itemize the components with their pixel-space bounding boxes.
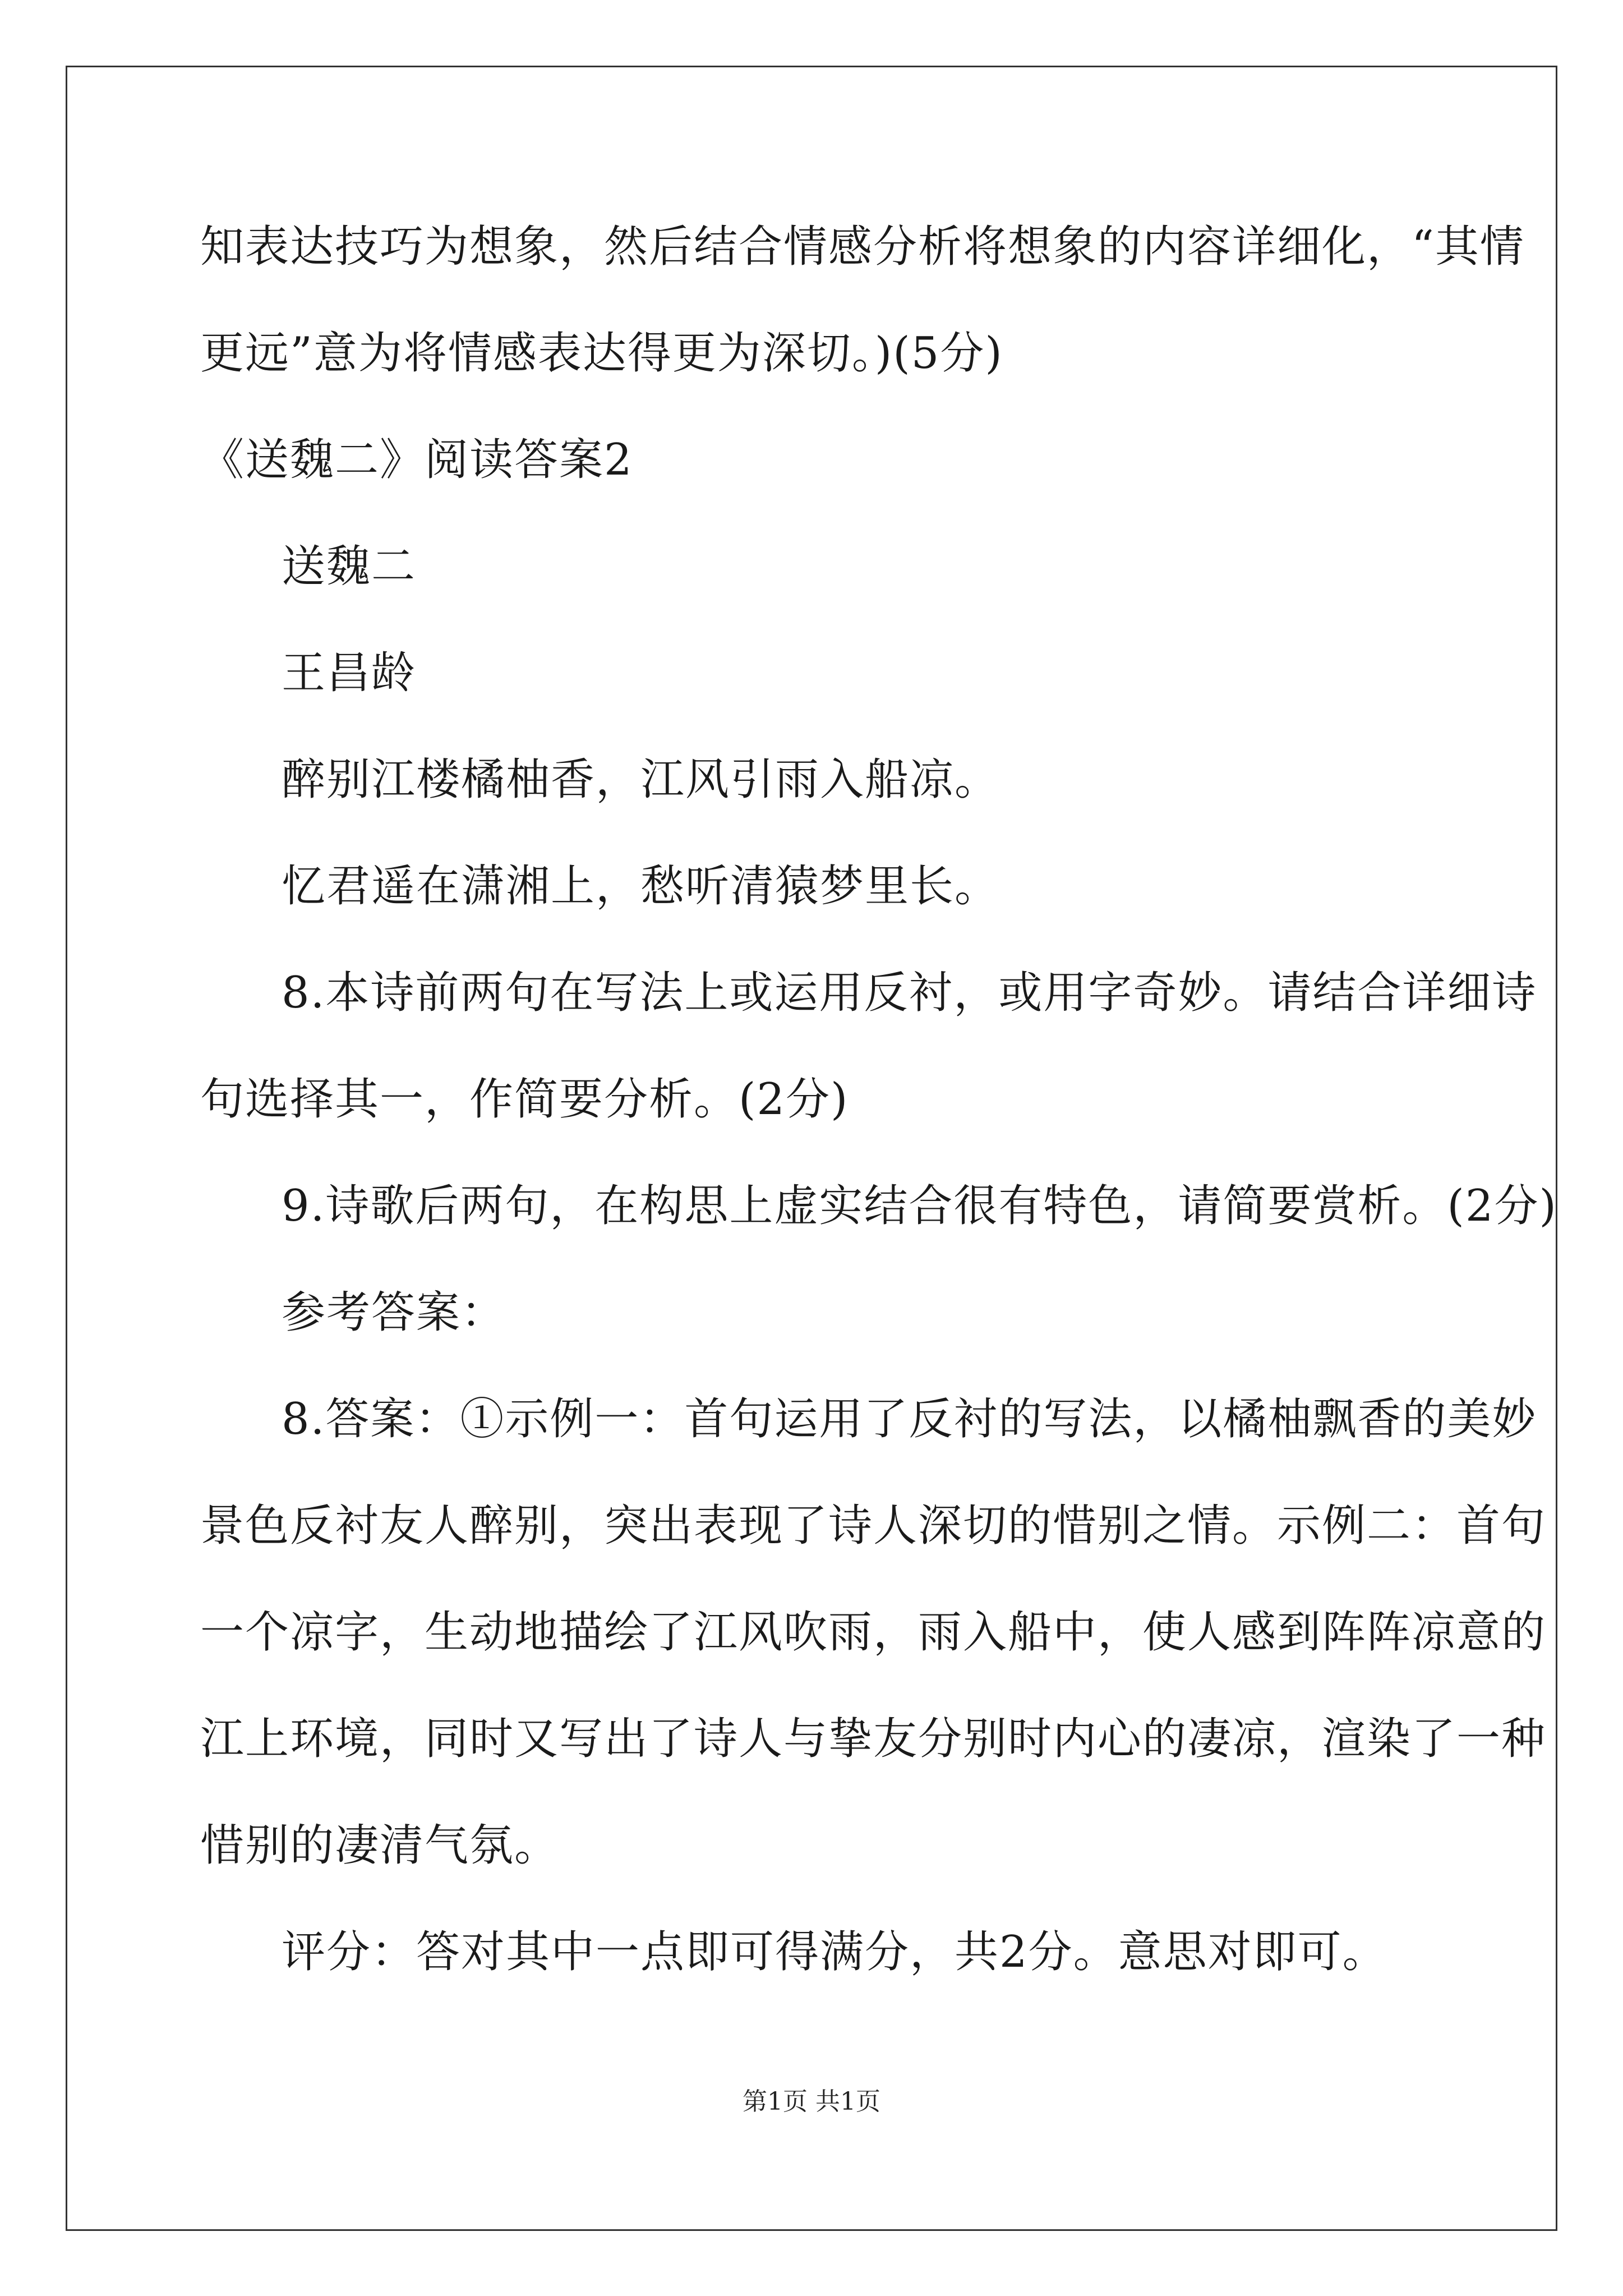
answer-heading: 参考答案：: [282, 1287, 506, 1338]
text-line-1: 知表达技巧为想象，然后结合情感分析将想象的内容详细化，“其情: [200, 222, 1525, 272]
poem-line-1: 醉别江楼橘柚香，江风引雨入船凉。: [282, 754, 1000, 805]
text-line-2: 更远”意为将情感表达得更为深切。)(5分): [200, 328, 1003, 379]
section-title: 《送魏二》阅读答案2: [200, 435, 633, 485]
page-footer: 第1页 共1页: [743, 2087, 880, 2116]
answer-8-line-5: 惜别的凄清气氛。: [200, 1820, 560, 1871]
answer-8-line-3: 一个凉字，生动地描绘了江风吹雨，雨入船中，使人感到阵阵凉意的: [200, 1607, 1547, 1658]
page-border: [66, 66, 1557, 2231]
question-8-line-2: 句选择其一，作简要分析。(2分): [200, 1074, 849, 1125]
question-8-line-1: 8.本诗前两句在写法上或运用反衬，或用字奇妙。请结合详细诗: [282, 968, 1537, 1018]
answer-8-line-2: 景色反衬友人醉别，突出表现了诗人深切的惜别之情。示例二：首句: [200, 1501, 1547, 1551]
poem-line-2: 忆君遥在潇湘上，愁听清猿梦里长。: [282, 861, 1000, 912]
scoring-note: 评分：答对其中一点即可得满分，共2分。意思对即可。: [282, 1927, 1387, 1977]
question-9: 9.诗歌后两句，在构思上虚实结合很有特色，请简要赏析。(2分): [282, 1181, 1557, 1231]
answer-8-line-1: 8.答案：①示例一：首句运用了反衬的写法，以橘柚飘香的美妙: [282, 1394, 1537, 1444]
poem-title: 送魏二: [282, 541, 417, 592]
answer-8-line-4: 江上环境，同时又写出了诗人与挚友分别时内心的凄凉，渲染了一种: [200, 1714, 1547, 1764]
poem-author: 王昌龄: [282, 648, 417, 698]
